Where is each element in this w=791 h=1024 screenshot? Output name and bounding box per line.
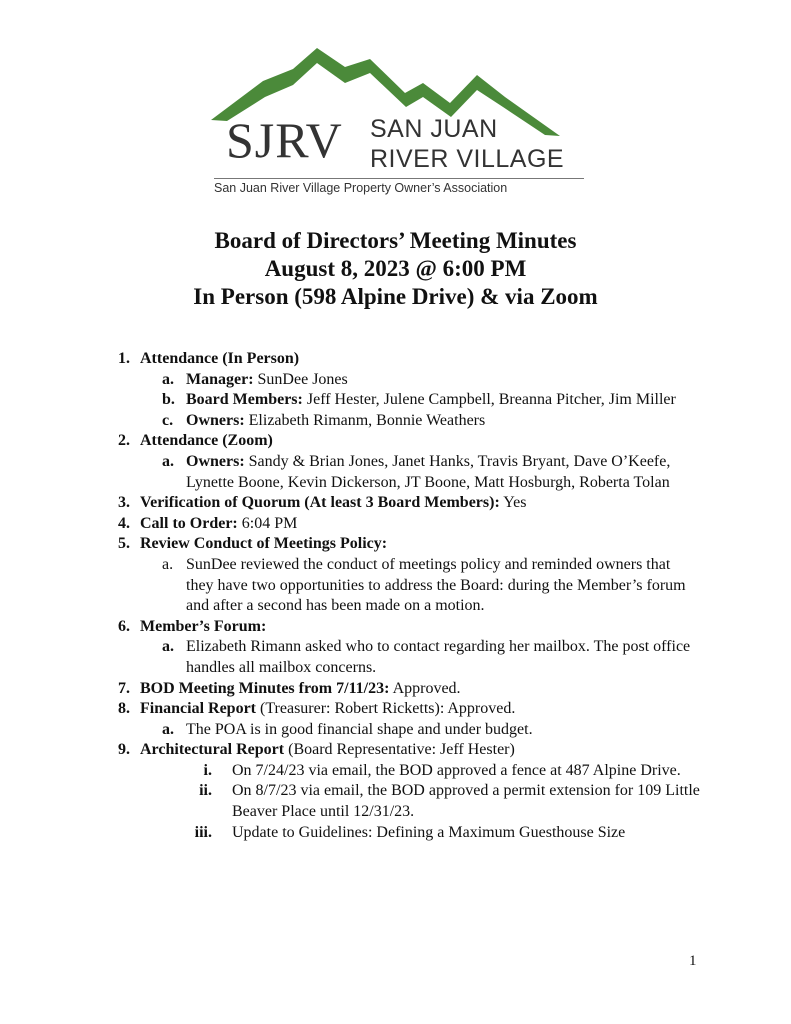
logo-name xyxy=(370,114,564,174)
list-item: ii. On 8/7/23 via email, the BOD approved a permit extension for 109 Little Beaver Place until 12/31/23. xyxy=(199,782,700,821)
list-item: i. On 7/24/23 via email, the BOD approved a fence at 487 Alpine Drive. xyxy=(203,761,681,779)
list-item: 9. Architectural Report (Board Representative: Jeff Hester) xyxy=(118,741,515,759)
list-item: a. SunDee reviewed the conduct of meetings policy and reminded owners that they have two opportunities to address the Board: during the Member’s forum and after a second has been made on a motion. xyxy=(162,555,686,615)
list-item: a. The POA is in good financial shape and under budget. xyxy=(162,720,533,738)
list-item: 5. Review Conduct of Meetings Policy: xyxy=(118,535,388,553)
list-item: 1. Attendance (In Person) xyxy=(118,350,300,367)
list-item: 6. Member’s Forum: xyxy=(118,617,267,635)
page-number: 1 xyxy=(689,953,697,969)
list-item: 2. Attendance (Zoom) xyxy=(118,432,273,450)
logo-divider xyxy=(214,178,584,179)
list-item: 8. Financial Report (Treasurer: Robert Ricketts): Approved. xyxy=(118,700,516,718)
logo-name-line1: SAN JUAN xyxy=(370,115,498,143)
title-line-1: Board of Directors’ Meeting Minutes xyxy=(214,228,577,253)
minutes-list xyxy=(110,349,710,843)
list-item: a. Owners: Sandy & Brian Jones, Janet Hanks, Travis Bryant, Dave O’Keefe, Lynette Boone, Kevin Dickerson, JT Boone, Matt Hosburgh, Roberta Tolan xyxy=(162,452,671,491)
list-item: iii. Update to Guidelines: Defining a Maximum Guesthouse Size xyxy=(194,823,626,841)
list-item: b. Board Members: Jeff Hester, Julene Campbell, Breanna Pitcher, Jim Miller xyxy=(162,391,676,409)
logo-name-line2: RIVER VILLAGE xyxy=(370,145,565,173)
logo-subtitle: San Juan River Village Property Owner’s Association xyxy=(214,181,508,195)
list-item: 4. Call to Order: 6:04 PM xyxy=(118,514,298,532)
title-line-3: In Person (598 Alpine Drive) & via Zoom xyxy=(193,284,598,309)
logo-mark: SJRV xyxy=(226,112,343,168)
list-item: 7. BOD Meeting Minutes from 7/11/23: Approved. xyxy=(118,679,461,697)
list-item: a. Elizabeth Rimann asked who to contact regarding her mailbox. The post office handles all mailbox concerns. xyxy=(162,638,691,676)
title-line-2: August 8, 2023 @ 6:00 PM xyxy=(264,256,527,281)
list-item: c. Owners: Elizabeth Rimanm, Bonnie Weathers xyxy=(162,411,486,429)
list-item: 3. Verification of Quorum (At least 3 Board Members): Yes xyxy=(118,494,527,512)
document-title xyxy=(0,227,791,311)
list-item: a. Manager: SunDee Jones xyxy=(162,370,348,388)
